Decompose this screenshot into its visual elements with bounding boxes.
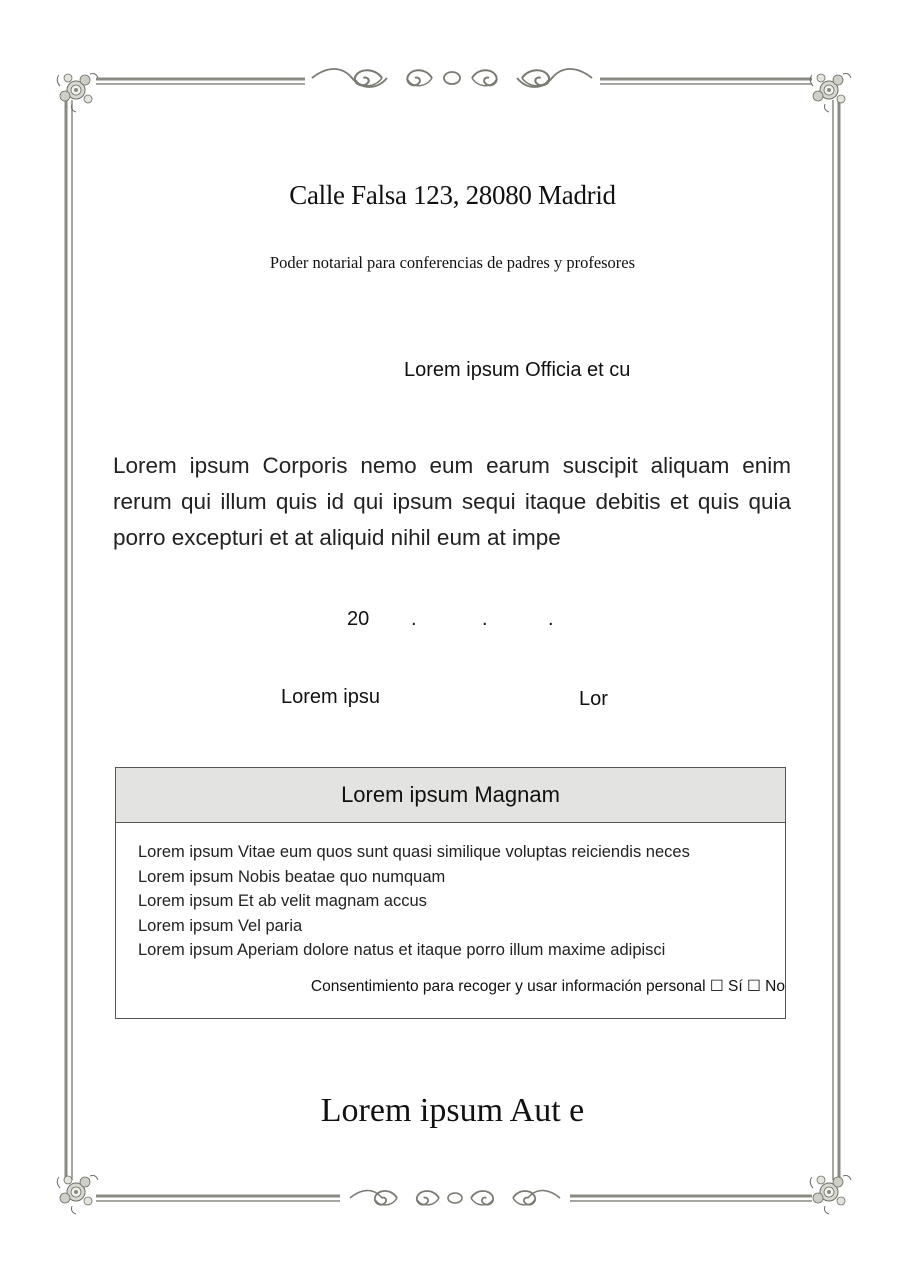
list-item: Lorem ipsum Et ab velit magnam accus <box>138 892 427 911</box>
signature-label-left: Lorem ipsu <box>281 686 380 708</box>
date-separator: . <box>411 608 417 630</box>
list-item: Lorem ipsum Aperiam dolore natus et itaque porro illum maxime adipisci <box>138 941 666 960</box>
list-item: Lorem ipsum Nobis beatae quo numquam <box>138 867 446 886</box>
body-paragraph: Lorem ipsum Corporis nemo eum earum suscipit aliquam enim rerum qui illum quis id qui ipsum sequi itaque debitis et quis quia porro excepturi et at aliquid nihil eum at impe <box>113 453 791 550</box>
list-item: Lorem ipsum Vitae eum quos sunt quasi similique voluptas reiciendis neces <box>138 843 690 861</box>
date-line <box>0 608 905 638</box>
closing-heading: Lorem ipsum Aut e <box>320 1092 585 1129</box>
date-separator: . <box>482 608 488 630</box>
consent-box-title: Lorem ipsum Magnam <box>116 768 785 823</box>
document-subtitle: Poder notarial para conferencias de padres y profesores <box>269 253 636 272</box>
date-separator: . <box>548 608 554 630</box>
list-item: Lorem ipsum Vel paria <box>138 916 303 935</box>
intro-line: Lorem ipsum Officia et cu <box>404 359 631 381</box>
signature-label-right: Lor <box>579 688 608 710</box>
consent-checkbox-line[interactable]: Consentimiento para recoger y usar información personal ☐ Sí ☐ No <box>310 978 785 995</box>
date-year-prefix: 20 <box>347 608 370 630</box>
address-heading: Calle Falsa 123, 28080 Madrid <box>289 180 616 210</box>
consent-box <box>115 767 786 1019</box>
consent-item-list <box>138 840 690 963</box>
